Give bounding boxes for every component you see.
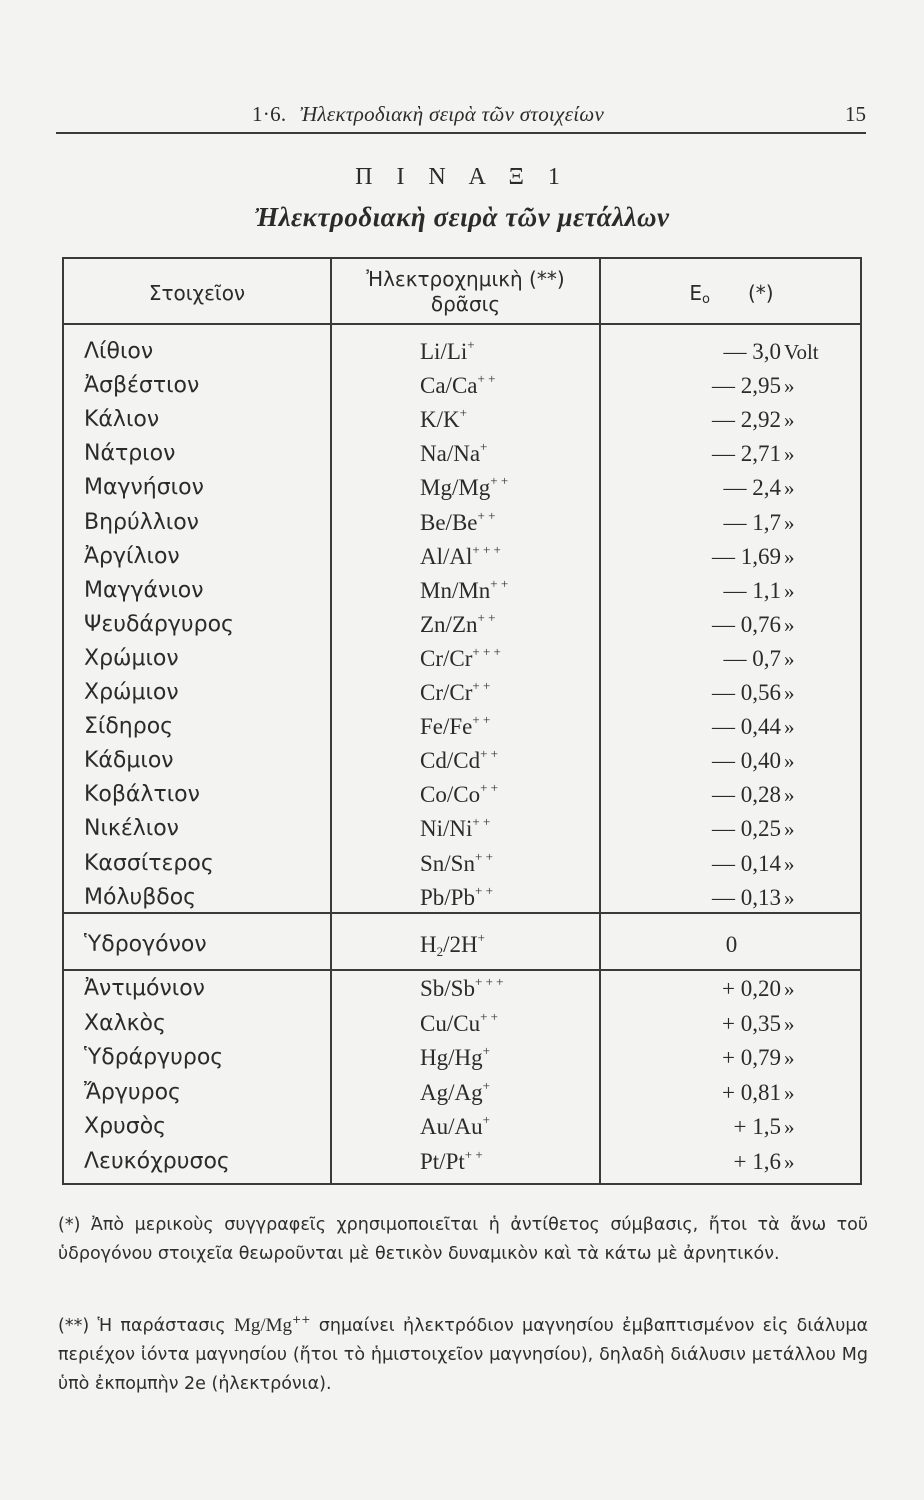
- potential-value: + 0,81: [722, 1079, 781, 1105]
- half-reaction-symbol: Zn/Zn: [420, 611, 478, 637]
- ion-charge: + + +: [474, 974, 504, 989]
- half-reaction-symbol: Au/Au: [420, 1114, 483, 1140]
- table-subheading: Ἠλεκτροδιακὴ σειρὰ τῶν μετάλλων: [254, 202, 670, 232]
- eo-footnote-mark: (*): [748, 281, 774, 305]
- half-reaction: [420, 642, 501, 676]
- potential-value: + 0,79: [722, 1045, 781, 1071]
- table-row: [64, 608, 860, 642]
- element-name: Ὑδράργυρος: [84, 1045, 224, 1071]
- ion-charge: + +: [480, 746, 498, 762]
- potential-unit: »: [784, 374, 795, 399]
- half-reaction: [420, 540, 501, 574]
- footnote-2-text-b: σημαίνει ἠλεκτρόδιον μαγνησίου ἐμβαπτισμένον εἰς διάλυμα περιέχον ἰόντα μαγνησίου (ἤτοι τὸ ἡμιστοιχεῖον μαγνησίου), δηλαδὴ διάλυσιν μετάλλου Mg ὑπὸ ἐκπομπὴν 2e (ἠλεκτρόνια).: [58, 1316, 868, 1394]
- potential-unit: »: [784, 442, 795, 467]
- potential-value: — 0,28: [712, 782, 781, 808]
- footnote-2: [58, 1311, 868, 1399]
- potential-value: — 0,44: [712, 714, 781, 740]
- ion-charge: + + +: [472, 541, 501, 557]
- half-reaction-symbol: Cr/Cr: [420, 680, 473, 705]
- ion-charge: + +: [480, 780, 498, 796]
- element-name: Ἀσβέστιον: [84, 373, 200, 399]
- table-row: [64, 710, 860, 744]
- half-reaction: [420, 744, 498, 778]
- potential-unit: »: [784, 977, 795, 1001]
- potential-unit: »: [784, 544, 795, 569]
- potential-unit: »: [784, 646, 795, 671]
- table-row: [64, 403, 860, 437]
- footnote-2-charge: ++: [292, 1313, 311, 1326]
- table-row: [64, 1041, 860, 1075]
- half-reaction: [420, 812, 490, 846]
- section-rule: [64, 969, 860, 971]
- element-name: Ἀντιμόνιον: [84, 976, 205, 1001]
- column-header-reaction: [332, 267, 599, 317]
- ion-charge: + +: [474, 848, 493, 864]
- section-number: 1·6.: [252, 102, 287, 126]
- half-reaction-symbol: Pt/Pt: [420, 1149, 465, 1174]
- potential-unit: »: [784, 476, 795, 501]
- potential-value: — 1,69: [712, 543, 781, 569]
- potential-value: — 0,56: [712, 680, 781, 705]
- half-reaction-symbol: Co/Co: [420, 782, 481, 808]
- element-name: Ἄργυρος: [84, 1079, 181, 1105]
- element-name: Μαγνήσιον: [84, 475, 204, 501]
- element-name: Κάδμιον: [84, 748, 174, 774]
- header-rule: [64, 323, 860, 325]
- potential-value: — 0,40: [712, 748, 781, 774]
- ion-charge: +: [459, 405, 467, 421]
- table-row: [64, 369, 860, 403]
- half-reaction-symbol: Ni/Ni: [420, 816, 473, 842]
- half-reaction: [420, 1076, 490, 1110]
- running-header: [56, 98, 866, 134]
- half-reaction-symbol: Mn/Mn: [420, 577, 491, 603]
- column-header-reaction-line2: δρᾶσις: [430, 292, 501, 316]
- half-reaction: [420, 847, 493, 881]
- potential-value: — 0,76: [712, 611, 781, 637]
- potential-value: — 2,92: [712, 407, 781, 433]
- half-reaction-symbol: Ca/Ca: [420, 373, 478, 399]
- ion-charge: + +: [477, 507, 496, 523]
- potential-value: — 3,0: [723, 339, 781, 364]
- table-row: [64, 1145, 860, 1179]
- half-reaction-symbol: Be/Be: [420, 509, 478, 535]
- ion-charge: + +: [464, 1147, 483, 1162]
- section-title-text: Ἠλεκτροδιακὴ σειρὰ τῶν στοιχείων: [300, 102, 605, 126]
- table-row: [64, 778, 860, 812]
- ion-charge: +: [482, 1077, 490, 1093]
- element-name: Κάλιον: [84, 407, 160, 433]
- half-reaction: [420, 403, 467, 437]
- potential-unit: Volt: [784, 340, 819, 364]
- half-reaction: [420, 710, 490, 744]
- half-reaction-symbol: Na/Na: [420, 441, 481, 467]
- potential-value: — 0,14: [712, 850, 781, 876]
- element-name: Κοβάλτιον: [84, 782, 200, 808]
- ion-charge: +: [477, 930, 485, 945]
- electrode-series-table: [62, 257, 862, 1185]
- potential-value: — 0,13: [712, 884, 781, 910]
- table-row: [64, 437, 860, 471]
- potential-unit: »: [784, 851, 795, 876]
- element-name: Βηρύλλιον: [84, 509, 199, 535]
- table-row: [64, 506, 860, 540]
- potential-value: — 2,71: [712, 441, 781, 467]
- half-reaction-symbol: Sn/Sn: [420, 850, 475, 876]
- ion-charge: + +: [472, 712, 491, 728]
- half-reaction: [420, 335, 475, 369]
- table-row: [64, 676, 860, 710]
- half-reaction: [420, 506, 495, 540]
- half-reaction: [420, 1110, 490, 1144]
- element-name: Λίθιον: [84, 339, 154, 364]
- potential-value: — 2,4: [723, 475, 781, 501]
- element-name: Κασσίτερος: [84, 850, 214, 876]
- page-number: 15: [845, 102, 866, 126]
- table-heading: Π Ι Ν Α Ξ 1: [355, 164, 569, 190]
- ion-charge: + +: [477, 371, 496, 387]
- table-row: [64, 812, 860, 846]
- potential-unit: »: [784, 1150, 795, 1174]
- potential-value: + 0,35: [722, 1010, 781, 1036]
- half-reaction: [420, 881, 493, 915]
- table-row: [64, 881, 860, 915]
- ion-charge: + + +: [472, 643, 501, 659]
- half-reaction: [420, 972, 503, 1006]
- half-reaction: [420, 676, 490, 710]
- table-row-hydrogen: [64, 928, 860, 962]
- column-header-element: Στοιχεῖον: [148, 281, 246, 305]
- half-reaction: [420, 437, 487, 471]
- ion-charge: + +: [490, 473, 509, 489]
- element-name: Νάτριον: [84, 441, 176, 467]
- potential-unit: »: [784, 1046, 795, 1071]
- element-name: Ψευδάργυρος: [84, 611, 234, 637]
- potential-unit: »: [784, 1080, 795, 1105]
- ion-charge: +: [482, 1112, 490, 1128]
- ion-charge: + +: [472, 814, 491, 830]
- table-row: [64, 642, 860, 676]
- ion-charge: + +: [472, 678, 491, 693]
- table-row: [64, 744, 860, 778]
- potential-unit: »: [784, 885, 795, 910]
- potential-unit: »: [784, 1115, 795, 1140]
- potential-unit: »: [784, 578, 795, 603]
- ion-charge: +: [467, 337, 475, 352]
- half-reaction-symbol: H: [420, 932, 437, 957]
- eo-subscript: o: [702, 292, 710, 307]
- potential-value: — 0,7: [723, 645, 781, 671]
- potential-value: 0: [725, 932, 738, 957]
- half-reaction-symbol: Hg/Hg: [420, 1045, 483, 1071]
- half-reaction: [420, 471, 508, 505]
- half-reaction-symbol: Cd/Cd: [420, 748, 481, 774]
- element-name: Χαλκὸς: [84, 1010, 166, 1036]
- column-header-reaction-line1: Ἠλεκτροχημικὴ (**): [366, 267, 565, 291]
- half-reaction: [420, 778, 498, 812]
- half-reaction: [420, 928, 485, 962]
- potential-unit: »: [784, 612, 795, 637]
- table-row: [64, 471, 860, 505]
- potential-value: + 1,5: [733, 1114, 781, 1140]
- potential-unit: »: [784, 749, 795, 774]
- half-reaction-symbol: Cu/Cu: [420, 1010, 481, 1036]
- ion-charge: + +: [477, 609, 496, 625]
- element-name: Σίδηρος: [84, 714, 174, 740]
- potential-unit: »: [784, 1011, 795, 1036]
- half-reaction-symbol: Al/Al: [420, 543, 473, 569]
- table-row: [64, 847, 860, 881]
- potential-value: — 1,1: [723, 577, 781, 603]
- footnote-2-text: [58, 1311, 868, 1399]
- footnote-1: [58, 1211, 868, 1269]
- potential-unit: »: [784, 408, 795, 433]
- table-row: [64, 972, 860, 1006]
- ion-charge: + +: [474, 882, 493, 898]
- potential-value: — 2,95: [712, 373, 781, 399]
- half-reaction-symbol: Ag/Ag: [420, 1079, 483, 1105]
- element-name: Ὑδρογόνον: [84, 932, 207, 957]
- element-name: Χρώμιον: [84, 680, 179, 705]
- table-row: [64, 574, 860, 608]
- potential-unit: »: [784, 783, 795, 808]
- half-reaction: [420, 369, 495, 403]
- half-reaction-symbol: Pb/Pb: [420, 884, 475, 910]
- element-name: Νικέλιον: [84, 816, 179, 842]
- table-row: [64, 1076, 860, 1110]
- footnote-2-text-a: (**) Ἡ παράστασις: [58, 1316, 234, 1336]
- subscript: 2: [436, 944, 444, 959]
- potential-unit: »: [784, 817, 795, 842]
- column-header-potential: [601, 281, 862, 312]
- half-reaction-symbol: K/K: [420, 407, 460, 433]
- potential-value: — 0,25: [712, 816, 781, 842]
- ion-charge: +: [480, 439, 488, 455]
- half-reaction-symbol: /2H: [443, 932, 478, 957]
- potential-value: — 1,7: [723, 509, 781, 535]
- eo-label: E: [689, 281, 703, 305]
- element-name: Ἀργίλιον: [84, 543, 180, 569]
- footnote-2-symbol: Mg/Mg: [233, 1315, 293, 1336]
- half-reaction: [420, 574, 508, 608]
- ion-charge: + +: [490, 575, 509, 591]
- half-reaction-symbol: Mg/Mg: [420, 475, 491, 501]
- element-name: Χρυσὸς: [84, 1114, 167, 1140]
- potential-value: + 1,6: [733, 1149, 781, 1174]
- section-title: [252, 102, 604, 127]
- half-reaction: [420, 608, 495, 642]
- potential-unit: »: [784, 715, 795, 740]
- half-reaction-symbol: Fe/Fe: [420, 714, 473, 740]
- half-reaction: [420, 1145, 483, 1179]
- half-reaction-symbol: Sb/Sb: [420, 976, 475, 1001]
- ion-charge: + +: [480, 1008, 498, 1024]
- potential-unit: »: [784, 510, 795, 535]
- half-reaction: [420, 1007, 498, 1041]
- table-row: [64, 1110, 860, 1144]
- element-name: Λευκόχρυσος: [84, 1149, 230, 1174]
- table-row: [64, 335, 860, 369]
- ion-charge: +: [482, 1043, 490, 1059]
- half-reaction-symbol: Li/Li: [420, 339, 468, 364]
- table-row: [64, 1007, 860, 1041]
- half-reaction: [420, 1041, 490, 1075]
- half-reaction-symbol: Cr/Cr: [420, 645, 473, 671]
- footnote-1-text: (*) Ἀπὸ μερικοὺς συγγραφεῖς χρησιμοποιεῖται ἡ ἀντίθετος σύμβασις, ἤτοι τὰ ἄνω τοῦ ὑδρογόνου στοιχεῖα θεωροῦνται μὲ θετικὸν δυναμικὸν καὶ τὰ κάτω μὲ ἀρνητικόν.: [58, 1215, 868, 1264]
- potential-value: + 0,20: [722, 976, 781, 1001]
- table-row: [64, 540, 860, 574]
- potential-unit: »: [784, 681, 795, 705]
- element-name: Μαγγάνιον: [84, 577, 204, 603]
- element-name: Μόλυβδος: [84, 884, 197, 910]
- element-name: Χρώμιον: [84, 645, 179, 671]
